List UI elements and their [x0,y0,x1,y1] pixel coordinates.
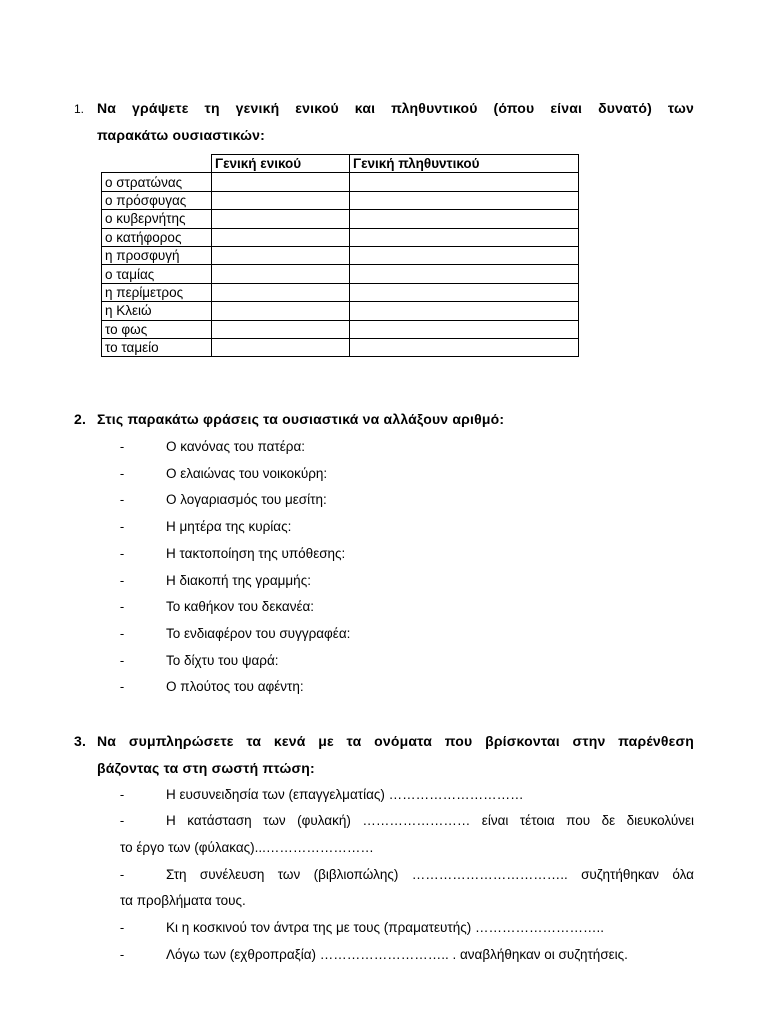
answer-cell-singular[interactable] [212,210,350,228]
bullet-dash: - [119,867,125,882]
answer-cell-singular[interactable] [212,173,350,191]
fill-item-5: Λόγω των (εχθροπραξία) ……………………….. . αναβλήθηκαν οι συζητήσεις. [166,947,628,962]
phrase-item: Ο λογαριασμός του μεσίτη: [166,492,327,507]
fill-item-3-line-2: τα προβλήματα τους. [120,893,246,908]
answer-cell-singular[interactable] [212,191,350,209]
answer-cell-plural[interactable] [350,228,579,246]
phrase-item: Ο κανόνας του πατέρα: [166,439,306,454]
answer-cell-singular[interactable] [212,246,350,264]
noun-cell: ο πρόσφυγας [102,191,212,209]
phrase-item: Η διακοπή της γραμμής: [166,573,311,588]
bullet-dash: - [119,466,125,481]
bullet-dash: - [119,492,125,507]
bullet-dash: - [119,573,125,588]
table-row [102,283,579,301]
answer-cell-plural[interactable] [350,173,579,191]
bullet-dash: - [119,920,125,935]
question-3-line-2: βάζοντας τα στη σωστή πτώση: [97,760,315,776]
table-row [102,338,579,356]
phrase-item: Ο ελαιώνας του νοικοκύρη: [166,466,328,481]
bullet-dash: - [119,626,125,641]
table-row [102,265,579,283]
table-row [102,173,579,191]
noun-cell: ο ταμίας [102,265,212,283]
bullet-dash: - [119,546,125,561]
table-header-row [102,155,579,173]
genitive-table [101,154,579,357]
table-row [102,246,579,264]
bullet-dash: - [119,947,125,962]
question-2-title: Στις παρακάτω φράσεις τα ουσιαστικά να αλλάξουν αριθμό: [97,411,505,427]
table-header-singular: Γενική ενικού [212,155,350,173]
question-1-number: 1. [74,102,85,116]
table-header-blank [102,155,212,173]
answer-cell-singular[interactable] [212,265,350,283]
phrase-item: Η τακτοποίηση της υπόθεσης: [166,546,346,561]
noun-cell: η Κλειώ [102,302,212,320]
table-header-plural: Γενική πληθυντικού [350,155,579,173]
table-row [102,320,579,338]
answer-cell-plural[interactable] [350,191,579,209]
bullet-dash: - [119,519,125,534]
answer-cell-plural[interactable] [350,320,579,338]
answer-cell-plural[interactable] [350,338,579,356]
bullet-dash: - [119,787,125,802]
answer-cell-singular[interactable] [212,228,350,246]
phrase-item: Το ενδιαφέρον του συγγραφέα: [166,626,351,641]
bullet-dash: - [119,653,125,668]
phrase-item: Το δίχτυ του ψαρά: [166,653,279,668]
noun-cell: ο στρατώνας [102,173,212,191]
noun-cell: ο κατήφορος [102,228,212,246]
bullet-dash: - [119,439,125,454]
answer-cell-singular[interactable] [212,302,350,320]
table-row [102,302,579,320]
question-1-line-2: παρακάτω ουσιαστικών: [97,127,266,143]
fill-item-3-line-1: Στη συνέλευση των (βιβλιοπώλης) …………………………….. συζητήθηκαν όλα [166,867,694,882]
noun-cell: η προσφυγή [102,246,212,264]
phrase-item: Ο πλούτος του αφέντη: [166,679,304,694]
question-3-number: 3. [74,733,87,749]
question-1-line-1: Να γράψετε τη γενική ενικού και πληθυντικού (όπου είναι δυνατό) των [97,100,694,116]
fill-item-4: Κι η κοσκινού τον άντρα της με τους (πραματευτής) ……………………….. [166,920,604,935]
phrase-item: Η μητέρα της κυρίας: [166,519,292,534]
answer-cell-singular[interactable] [212,320,350,338]
answer-cell-plural[interactable] [350,283,579,301]
noun-cell: το φως [102,320,212,338]
bullet-dash: - [119,813,125,828]
question-2-number: 2. [74,411,87,427]
answer-cell-plural[interactable] [350,246,579,264]
fill-item-1: Η ευσυνειδησία των (επαγγελματίας) ………………………… [166,787,524,802]
question-3-line-1: Να συμπληρώσετε τα κενά με τα ονόματα που βρίσκονται στην παρένθεση [97,733,694,749]
fill-item-2-line-1: Η κατάσταση των (φυλακή) …………………… είναι τέτοια που δε διευκολύνει [166,813,694,828]
answer-cell-singular[interactable] [212,338,350,356]
bullet-dash: - [119,679,125,694]
bullet-dash: - [119,599,125,614]
noun-cell: η περίμετρος [102,283,212,301]
noun-cell: το ταμείο [102,338,212,356]
answer-cell-plural[interactable] [350,302,579,320]
answer-cell-singular[interactable] [212,283,350,301]
phrase-item: Το καθήκον του δεκανέα: [166,599,315,614]
table-row [102,210,579,228]
table-row [102,191,579,209]
answer-cell-plural[interactable] [350,210,579,228]
noun-cell: ο κυβερνήτης [102,210,212,228]
table-row [102,228,579,246]
fill-item-2-line-2: το έργο των (φύλακας)...…………………… [120,840,374,855]
answer-cell-plural[interactable] [350,265,579,283]
